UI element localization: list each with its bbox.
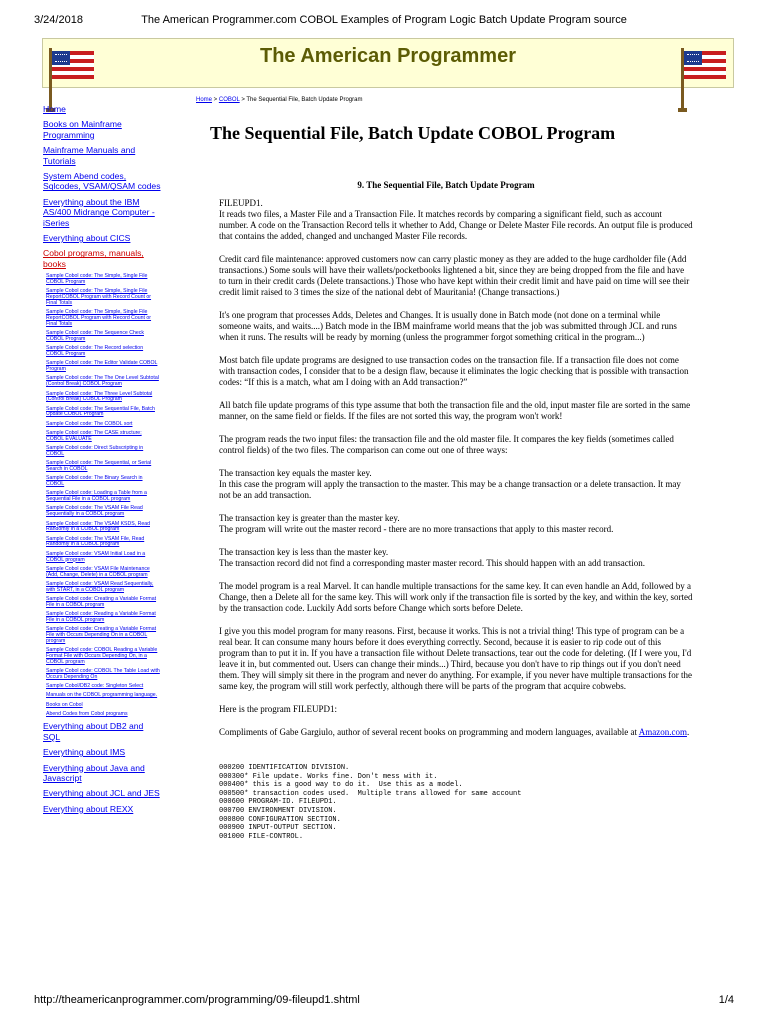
american-flag-icon (681, 48, 727, 82)
sidebar-sublink[interactable]: Sample Cobol code: Creating a Variable Format File with Occurs Depending On in a COBOL program (46, 626, 157, 644)
print-footer (34, 994, 734, 1010)
print-date: 3/24/2018 (34, 14, 83, 26)
main-content (196, 96, 696, 841)
intro-text: It reads two files, a Master File and a Transaction File. It matches records by comparing a significant field, such as account number. A code on the Transaction Record tells it whether to Add, Change or Delete Master File records. An output file is produced that contains the added, changed and unchanged Master File records. (219, 209, 693, 241)
code-line: 000900 INPUT-OUTPUT SECTION. (219, 824, 337, 833)
sidebar-sublink[interactable]: Sample Cobol code: The The One Level Subtotal (Control Break) COBOL Program (46, 375, 159, 388)
sidebar-link-mainframe-books[interactable]: Books on Mainframe Programming (43, 119, 122, 140)
breadcrumb-current: > The Sequential File, Batch Update Program (239, 97, 363, 103)
credits-end: . (686, 727, 690, 737)
print-page-number: 1/4 (718, 994, 734, 1006)
sidebar-link-abend-codes[interactable]: System Abend codes, Sqlcodes, VSAM/QSAM codes (43, 171, 161, 192)
sidebar-sublink[interactable]: Sample Cobol code: The CASE structure; COBOL EVALUATE (46, 430, 142, 442)
breadcrumb-home[interactable]: Home (196, 97, 213, 103)
case-heading: The transaction key equals the master key. (219, 468, 372, 478)
sidebar-sublink[interactable]: Sample Cobol code: COBOL Reading a Variable Format File with Occurs Depending On, in a COBOL program (46, 647, 158, 665)
case-body: The program will write out the master record - there are no more transactions that apply to this master record. (219, 524, 614, 534)
sidebar-sublink[interactable]: Sample Cobol code: The Record selection COBOL Program (46, 345, 144, 358)
sidebar-sublink[interactable]: Sample Cobol code: The Editor Validate COBOL Program (46, 360, 158, 373)
case-less (219, 547, 693, 569)
sidebar-link-rexx[interactable]: Everything about REXX (43, 803, 134, 814)
sidebar-link-java[interactable]: Everything about Java and Javascript (43, 762, 145, 783)
sidebar-sublink[interactable]: Sample Cobol code: The Sequential, or Serial Search in COBOL (46, 460, 152, 472)
code-line: 000500* transaction codes used. Multiple trans allowed for same account (219, 789, 522, 798)
paragraph: Credit card file maintenance: approved customers now can carry plastic money as they are added to the huge cardholder file (Add transactions.) Some souls will have their wallets/pocketbooks lightened a bit, since they are being dropped from the file and have to turn in their credit cards (Delete transactions.) Those who have kept within their credit limit and have paid on time will see their credit limit raised to 3 times the size of the national debt of Mauritania! (Change transactions.) (219, 254, 690, 297)
sidebar-link-cics[interactable]: Everything about CICS (43, 233, 131, 244)
sidebar-sublink[interactable]: Sample Cobol code: VSAM Initial Load in a COBOL program (46, 550, 146, 563)
sidebar-sublink[interactable]: Books on Cobol (46, 701, 83, 708)
sidebar-link-as400[interactable]: Everything about the IBM AS/400 Midrange Computer - iSeries (43, 196, 155, 228)
code-line: 000400* this is a good way to do it. Use this as a model. (219, 781, 463, 790)
sidebar-sublink[interactable]: Sample Cobol code: The Simple, Single File ReportCOBOL Program with Record Count or Final Totals (46, 309, 152, 327)
sidebar-sublink[interactable]: Sample Cobol code: The COBOL sort (46, 420, 133, 427)
sidebar-sublink[interactable]: Sample Cobol code: The VSAM KSDS, Read Randomly in a COBOL program (46, 520, 150, 533)
case-heading: The transaction key is greater than the master key. (219, 513, 400, 523)
print-url: http://theamericanprogrammer.com/programming/09-fileupd1.shtml (34, 994, 360, 1006)
sidebar-link-ims[interactable]: Everything about IMS (43, 747, 126, 758)
paragraph: I give you this model program for many reasons. First, because it works. This is not a trivial thing! This type of program can be a real bear. It can consume many hours before it does everything correctly. Second, because it is easier to rip code out of this program than to put it in. If you have a transaction file without Delete transactions, tear out the code for deleting. (If I were you, I'd leave it in, but commented out. Users can change their minds...) Third, because you don't have to rip things out if you don't need them. They will simply sit there in the program and never do anything. For example, if you never have multiple transactions for the same key, the program will still work perfectly, although there will be parts of the program that acquire cobwebs. (219, 626, 692, 691)
amazon-link[interactable]: Amazon.com (638, 727, 687, 737)
credits-text: Compliments of Gabe Gargiulo, author of several recent books on programming and modern languages, available at (219, 727, 639, 737)
paragraph: All batch file update programs of this type assume that both the transaction file and the old, input master file are sorted in the same manner, on the same field or fields. If the files are not sorted this way, the program won't work! (219, 400, 691, 421)
sidebar-sublink[interactable]: Abend Codes from Cobol programs (46, 711, 128, 717)
sidebar-nav (43, 104, 161, 819)
breadcrumb-separator: > (212, 97, 219, 103)
sidebar-sublink[interactable]: Sample Cobol code: Direct Subscripting in COBOL (46, 445, 144, 457)
code-line: 000200 IDENTIFICATION DIVISION. (219, 764, 350, 772)
sidebar-sublink[interactable]: Sample Cobol code: The VSAM File, Read Randomly in a COBOL program (46, 535, 145, 548)
intro-paragraph (219, 198, 693, 242)
sidebar-sublink[interactable]: Sample Cobol code: The Sequential File, Batch Update COBOL Program (46, 405, 155, 418)
sidebar-sublink[interactable]: Sample Cobol code: The Three Level Subtotal (Control Break) COBOL Program (46, 390, 153, 403)
paragraph: Here is the program FILEUPD1: (219, 704, 337, 714)
sidebar-sublink[interactable]: Sample Cobol code: VSAM Read Sequentially, with START, in a COBOL program (46, 580, 154, 593)
print-page-title: The American Programmer.com COBOL Examples of Program Logic Batch Update Program source (141, 14, 627, 26)
case-equal (219, 468, 693, 501)
paragraph: It's one program that processes Adds, Deletes and Changes. It is usually done in Batch mode (not done on a terminal while someone waits, and waits....) Batch mode in the IBM mainframe world means that the job was submitted through JCL and runs when it runs. The results will be ready by morning (unless the programmer forgot something critical in the program...) (219, 310, 677, 342)
case-body: The transaction record did not find a corresponding master master record. This should happen with an add transaction. (219, 558, 645, 568)
sidebar-sublink[interactable]: Sample Cobol code: Loading a Table from a Sequential File in a COBOL program (46, 490, 147, 503)
code-line: 000700 ENVIRONMENT DIVISION. (219, 806, 337, 815)
page-title: The Sequential File, Batch Update COBOL Program (210, 123, 616, 143)
sidebar-link-jcl[interactable]: Everything about JCL and JES (43, 788, 160, 799)
credits-paragraph (219, 727, 693, 738)
breadcrumb (196, 96, 696, 105)
sidebar-sublink[interactable]: Sample Cobol code: Reading a Variable Format File in a COBOL program (46, 611, 156, 623)
paragraph: The model program is a real Marvel. It can handle multiple transactions for the same key. It can even handle an Add, followed by a Change, then a Delete all for the same key. This will work only if the transaction file is sorted by the key, and within the key, sorted by the transaction code. Luckily Add sorts before Change which sorts before Delete. (219, 581, 693, 613)
code-line: 000800 CONFIGURATION SECTION. (219, 815, 341, 824)
section-title: 9. The Sequential File, Batch Update Program (357, 180, 535, 190)
sidebar-sublink[interactable]: Sample Cobol code: Creating a Variable Format File in a COBOL program (46, 596, 157, 608)
sidebar-link-home[interactable]: Home (43, 104, 66, 114)
sidebar-link-mainframe-manuals[interactable]: Mainframe Manuals and Tutorials (43, 145, 136, 166)
sidebar-sublink[interactable]: Sample Cobol code: The Binary Search in COBOL (46, 475, 143, 488)
sidebar-sublink[interactable]: Sample Cobol code: The Simple, Single File ReportCOBOL Program with Record Count or Final Totals (46, 288, 152, 306)
sidebar-sublink[interactable]: Sample Cobol code: The Simple, Single File COBOL Program (46, 273, 148, 286)
sidebar-sublink[interactable]: Sample Cobol code: VSAM File Maintenance (Add, Change, Delete) in a COBOL program (46, 565, 150, 578)
site-banner (42, 38, 734, 88)
paragraph: Most batch file update programs are designed to use transaction codes on the transaction file. If a transaction file does not come with transaction codes, I consider that to be a design flaw, because it eliminates the logic checking that is possible with transaction codes: “If this is a match, what am I doing with an Add transaction?” (219, 355, 689, 387)
paragraph: The program reads the two input files: the transaction file and the old master file. It compares the key fields (sometimes called control fields) of the two files. The comparison can come out one of three ways: (219, 434, 674, 455)
case-heading: The transaction key is less than the master key. (219, 547, 389, 557)
program-name: FILEUPD1. (219, 198, 263, 208)
sidebar-sublink[interactable]: Sample Cobol code: The VSAM File Read Sequentially in a COBOL program (46, 505, 143, 518)
site-title: The American Programmer (259, 45, 516, 67)
case-greater (219, 513, 693, 535)
article-body (219, 198, 693, 738)
code-line: 000600 PROGRAM-ID. FILEUPD1. (219, 798, 337, 807)
breadcrumb-cobol[interactable]: COBOL (218, 97, 240, 103)
sidebar-sublink[interactable]: Sample Cobol code: COBOL The Table Load with Occurs Depending On (46, 668, 160, 680)
sidebar-link-db2[interactable]: Everything about DB2 and SQL (43, 721, 144, 742)
sidebar-sublink[interactable]: Sample Cobol code: The Sequence Check COBOL Program (46, 330, 144, 342)
sidebar-sublink[interactable]: Manuals on the COBOL programming language. (46, 692, 158, 699)
code-line: 001000 FILE-CONTROL. (219, 832, 304, 841)
case-body: In this case the program will apply the transaction to the master. This may be a change transaction or a delete transaction. It may not be an add transaction. (219, 479, 681, 500)
code-listing (219, 764, 696, 841)
code-line: 000300* File update. Works fine. Don't mess with it. (219, 772, 438, 781)
sidebar-sublink[interactable]: Sample Cobol/DB2 code: Singleton Select (46, 683, 144, 690)
print-header (34, 14, 734, 30)
sidebar-link-cobol[interactable]: Cobol programs, manuals, books (43, 248, 144, 269)
